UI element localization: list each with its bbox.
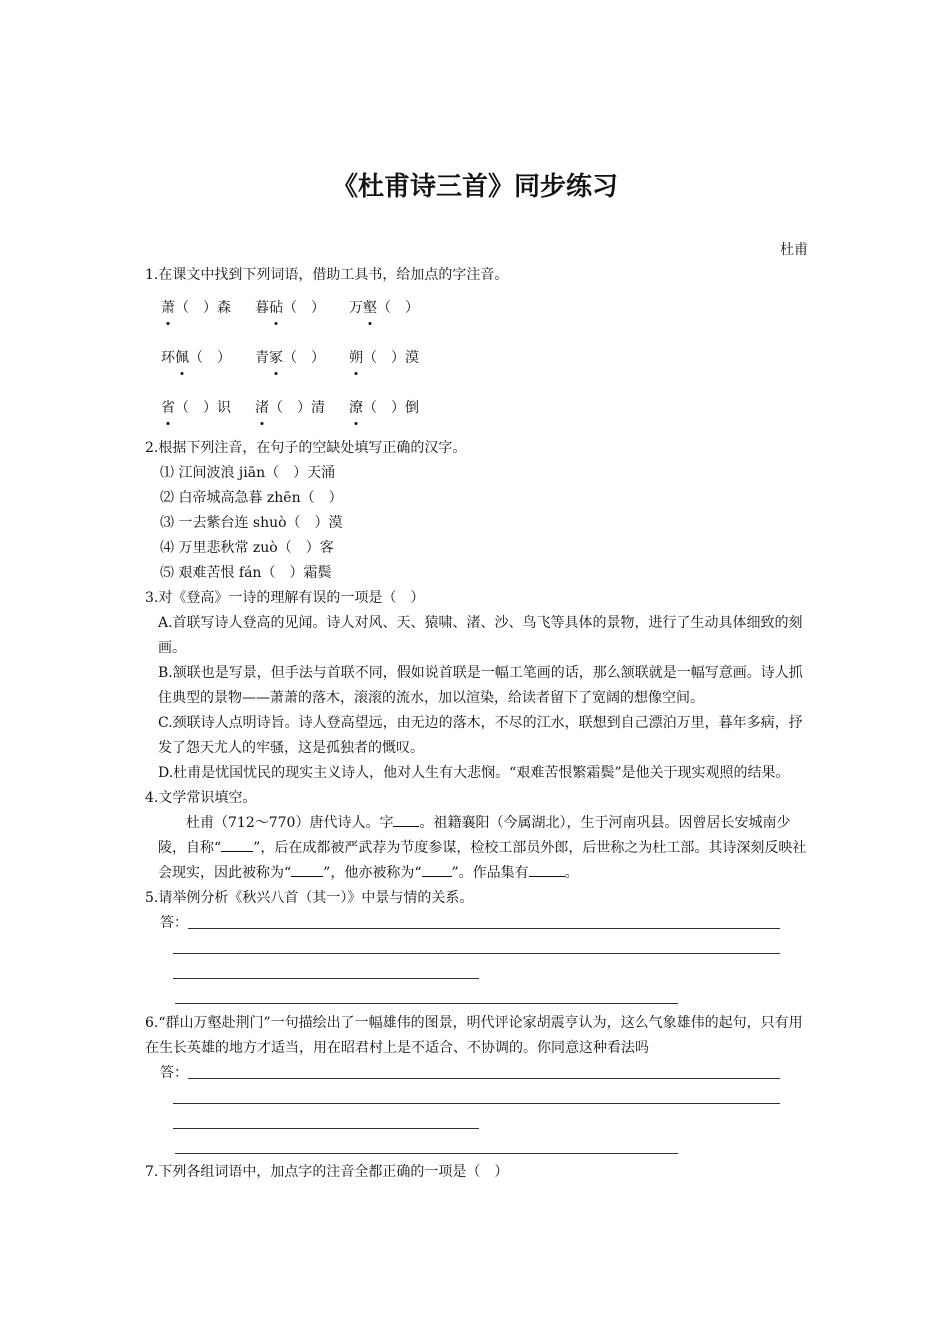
- q1-item: 朔（ ）漠: [349, 350, 419, 366]
- q1-item: 万壑（ ）: [349, 300, 419, 316]
- q2-item: ⑷ 万里悲秋常 zuò（ ）客: [160, 540, 334, 556]
- dotted-char: 萧: [161, 300, 175, 316]
- answer-label: 答：: [160, 915, 188, 931]
- q2-item: ⑴ 江间波浪 jiān（ ）天涌: [160, 465, 336, 481]
- q3-option-b: B.颔联也是写景，但手法与首联不同，假如说首联是一幅工笔画的话，那么颔联就是一幅写意画。诗人抓住典型的景物——萧萧的落木，滚滚的流水，加以渲染，给读者留下了宽阔的想像空间。: [158, 665, 803, 706]
- dotted-char: 渚: [255, 400, 269, 416]
- answer-line[interactable]: [173, 1128, 479, 1129]
- question-4: 4.文学常识填空。: [145, 790, 257, 806]
- question-5: 5.请举例分析《秋兴八首（其一）》中景与情的关系。: [145, 890, 474, 906]
- q4-paragraph: 杜甫（712～770）唐代诗人。字 。祖籍襄阳（今属湖北），生于河南巩县。因曾居长安城南少陵，自称“ ”，后在成都被严武荐为节度参谋，检校工部员外郎，后世称之为杜工部。其诗深刻反映社会现实，因此被称为“ ”，他亦被称为“ ”。作品集有 。: [158, 811, 808, 886]
- dotted-char: 砧: [269, 300, 283, 316]
- dotted-char: 省: [161, 400, 175, 416]
- dotted-char: 朔: [349, 350, 363, 366]
- answer-line[interactable]: [173, 953, 780, 954]
- answer-line[interactable]: [188, 928, 780, 929]
- q1-item: 萧（ ）森: [161, 300, 231, 316]
- q2-item: ⑵ 白帝城高急暮 zhēn（ ）: [160, 490, 343, 506]
- q1-item: 环佩（ ）: [161, 350, 231, 366]
- dotted-char: 冢: [269, 350, 283, 366]
- answer-label: 答：: [160, 1065, 188, 1081]
- page-title: 《杜甫诗三首》同步练习: [331, 172, 618, 202]
- q3-option-c: C.颈联诗人点明诗旨。诗人登高望远，由无边的落木，不尽的江水，联想到自己漂泊万里，暮年多病，抒发了怨天尤人的牢骚，这是孤独者的慨叹。: [158, 715, 803, 756]
- fill-blank[interactable]: [422, 862, 452, 877]
- q1-item: 渚（ ）清: [255, 400, 325, 416]
- dotted-char: 佩: [175, 350, 189, 366]
- q2-item: ⑸ 艰难苦恨 fán（ ）霜鬓: [160, 565, 332, 581]
- q1-item: 青冢（ ）: [255, 350, 325, 366]
- answer-line[interactable]: [175, 1003, 678, 1004]
- answer-line[interactable]: [173, 978, 479, 979]
- fill-blank[interactable]: [529, 862, 565, 877]
- question-3: 3.对《登高》一诗的理解有误的一项是（ ）: [145, 590, 425, 606]
- question-1: 1.在课文中找到下列词语，借助工具书，给加点的字注音。: [145, 267, 509, 283]
- fill-blank[interactable]: [221, 837, 253, 852]
- answer-line[interactable]: [173, 1103, 780, 1104]
- dotted-char: 潦: [349, 400, 363, 416]
- q2-item: ⑶ 一去紫台连 shuò（ ）漠: [160, 515, 343, 531]
- answer-line[interactable]: [175, 1153, 678, 1154]
- q1-item: 暮砧（ ）: [255, 300, 325, 316]
- q3-option-a: A.首联写诗人登高的见闻。诗人对风、天、猿啸、渚、沙、鸟飞等具体的景物，进行了生动具体细致的刻画。: [158, 615, 803, 656]
- author: 杜甫: [780, 242, 808, 258]
- q3-option-d: D.杜甫是忧国忧民的现实主义诗人，他对人生有大悲悯。“艰难苦恨繁霜鬓”是他关于现实观照的结果。: [158, 765, 790, 781]
- q1-item: 潦（ ）倒: [349, 400, 419, 416]
- dotted-char: 壑: [363, 300, 377, 316]
- question-7: 7.下列各组词语中，加点字的注音全都正确的一项是（ ）: [145, 1164, 509, 1180]
- fill-blank[interactable]: [393, 812, 419, 827]
- fill-blank[interactable]: [291, 862, 323, 877]
- question-6: 6.“群山万壑赴荆门”一句描绘出了一幅雄伟的图景，明代评论家胡震亨认为，这么气象雄伟的起句，只有用在生长英雄的地方才适当，用在昭君村上是不适合、不协调的。你同意这种看法吗: [145, 1015, 803, 1056]
- q1-item: 省（ ）识: [161, 400, 231, 416]
- answer-line[interactable]: [188, 1078, 780, 1079]
- question-2: 2.根据下列注音，在句子的空缺处填写正确的汉字。: [145, 440, 467, 456]
